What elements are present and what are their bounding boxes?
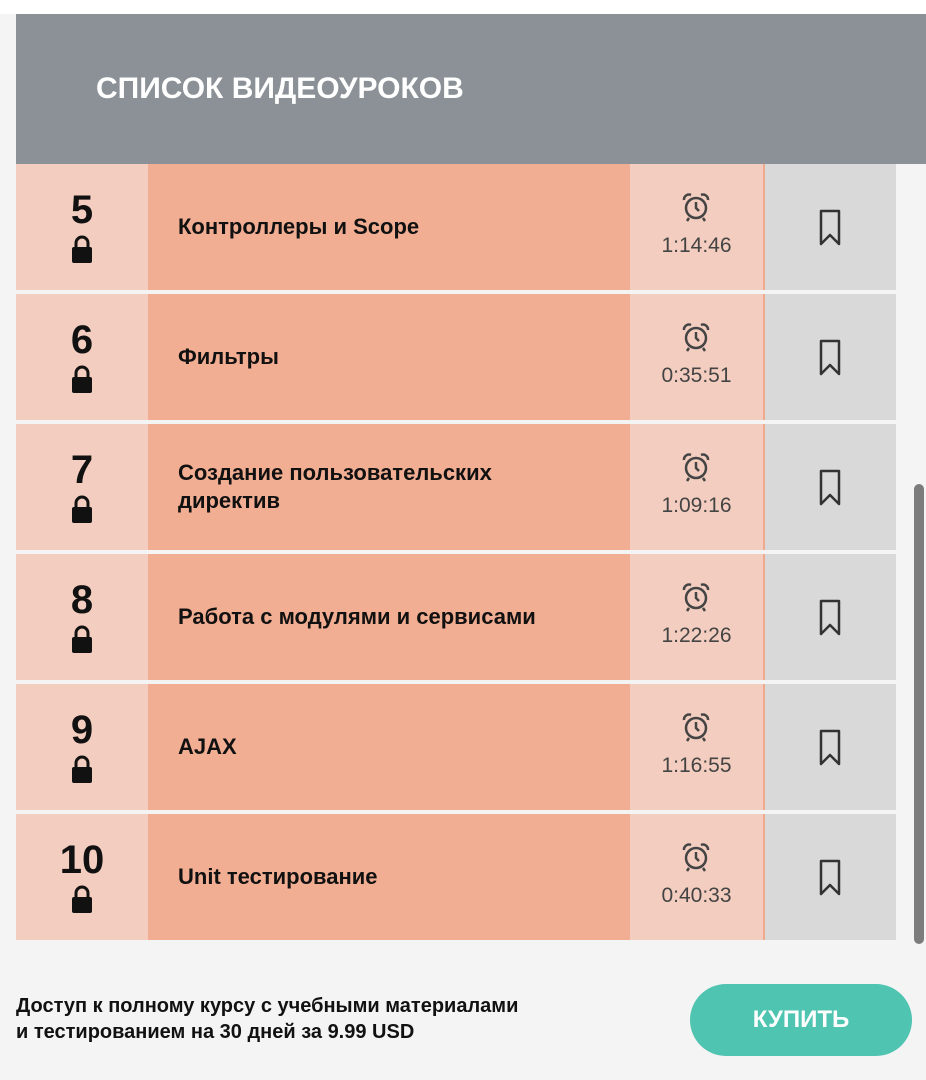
alarm-clock-icon xyxy=(681,582,711,612)
lesson-number: 8 xyxy=(70,578,94,622)
lesson-duration-cell xyxy=(630,424,765,550)
bookmark-cell[interactable] xyxy=(765,554,896,680)
alarm-clock-icon xyxy=(681,712,711,742)
lessons-header xyxy=(16,14,926,164)
page-title: СПИСОК ВИДЕОУРОКОВ xyxy=(96,72,464,105)
bookmark-icon[interactable] xyxy=(819,209,841,247)
lesson-number-cell xyxy=(16,554,148,680)
bookmark-icon[interactable] xyxy=(819,599,841,637)
lock-icon xyxy=(70,754,94,784)
bookmark-cell[interactable] xyxy=(765,814,896,940)
lesson-title[interactable]: Работа с модулями и сервисами xyxy=(178,604,536,629)
lesson-duration: 1:09:16 xyxy=(661,494,732,517)
lesson-title-cell[interactable] xyxy=(148,554,630,680)
lesson-duration-cell xyxy=(630,814,765,940)
lesson-duration: 1:14:46 xyxy=(661,234,732,257)
lesson-number-cell xyxy=(16,684,148,810)
lesson-number: 6 xyxy=(70,318,94,362)
bookmark-icon[interactable] xyxy=(819,859,841,897)
lesson-title[interactable]: Создание пользовательских директив xyxy=(178,460,492,513)
lock-icon xyxy=(70,624,94,654)
lesson-number: 7 xyxy=(70,448,94,492)
lesson-number: 10 xyxy=(59,838,105,882)
bookmark-cell[interactable] xyxy=(765,424,896,550)
lesson-title[interactable]: Unit тестирование xyxy=(178,864,378,889)
scrollbar-thumb[interactable] xyxy=(914,484,924,944)
lesson-number-cell xyxy=(16,164,148,290)
lesson-title-cell[interactable] xyxy=(148,294,630,420)
alarm-clock-icon xyxy=(681,452,711,482)
lesson-row[interactable] xyxy=(16,554,896,680)
offer-line-2: и тестированием на 30 дней за 9.99 USD xyxy=(16,1021,415,1043)
lock-icon xyxy=(70,884,94,914)
lesson-title-cell[interactable] xyxy=(148,164,630,290)
bookmark-cell[interactable] xyxy=(765,164,896,290)
lesson-duration: 1:22:26 xyxy=(661,624,732,647)
lesson-duration: 0:35:51 xyxy=(661,364,732,387)
lesson-title-cell[interactable] xyxy=(148,424,630,550)
lesson-number-cell xyxy=(16,424,148,550)
lesson-title[interactable]: AJAX xyxy=(178,734,237,759)
course-offer-text xyxy=(16,993,576,1045)
lesson-duration-cell xyxy=(630,294,765,420)
lesson-duration-cell xyxy=(630,684,765,810)
lock-icon xyxy=(70,494,94,524)
bookmark-cell[interactable] xyxy=(765,684,896,810)
top-strip xyxy=(0,0,926,14)
lesson-row[interactable] xyxy=(16,684,896,810)
alarm-clock-icon xyxy=(681,192,711,222)
bookmark-cell[interactable] xyxy=(765,294,896,420)
bookmark-icon[interactable] xyxy=(819,729,841,767)
buy-button[interactable]: КУПИТЬ xyxy=(690,984,912,1056)
lock-icon xyxy=(70,364,94,394)
lesson-number: 5 xyxy=(70,188,94,232)
lesson-duration: 1:16:55 xyxy=(661,754,732,777)
bookmark-icon[interactable] xyxy=(819,339,841,377)
lesson-title-cell[interactable] xyxy=(148,684,630,810)
lock-icon xyxy=(70,234,94,264)
alarm-clock-icon xyxy=(681,842,711,872)
lesson-number-cell xyxy=(16,814,148,940)
lesson-row[interactable] xyxy=(16,294,896,420)
lesson-title[interactable]: Контроллеры и Scope xyxy=(178,214,420,239)
lesson-row[interactable] xyxy=(16,814,896,940)
lesson-duration-cell xyxy=(630,164,765,290)
lesson-number: 9 xyxy=(70,708,94,752)
lesson-duration: 0:40:33 xyxy=(661,884,732,907)
lesson-title-cell[interactable] xyxy=(148,814,630,940)
alarm-clock-icon xyxy=(681,322,711,352)
lesson-title[interactable]: Фильтры xyxy=(178,344,279,369)
lesson-row[interactable] xyxy=(16,424,896,550)
bookmark-icon[interactable] xyxy=(819,469,841,507)
lesson-duration-cell xyxy=(630,554,765,680)
lesson-number-cell xyxy=(16,294,148,420)
lesson-row[interactable] xyxy=(16,164,896,290)
offer-line-1: Доступ к полному курсу с учебными материалами xyxy=(16,995,519,1017)
